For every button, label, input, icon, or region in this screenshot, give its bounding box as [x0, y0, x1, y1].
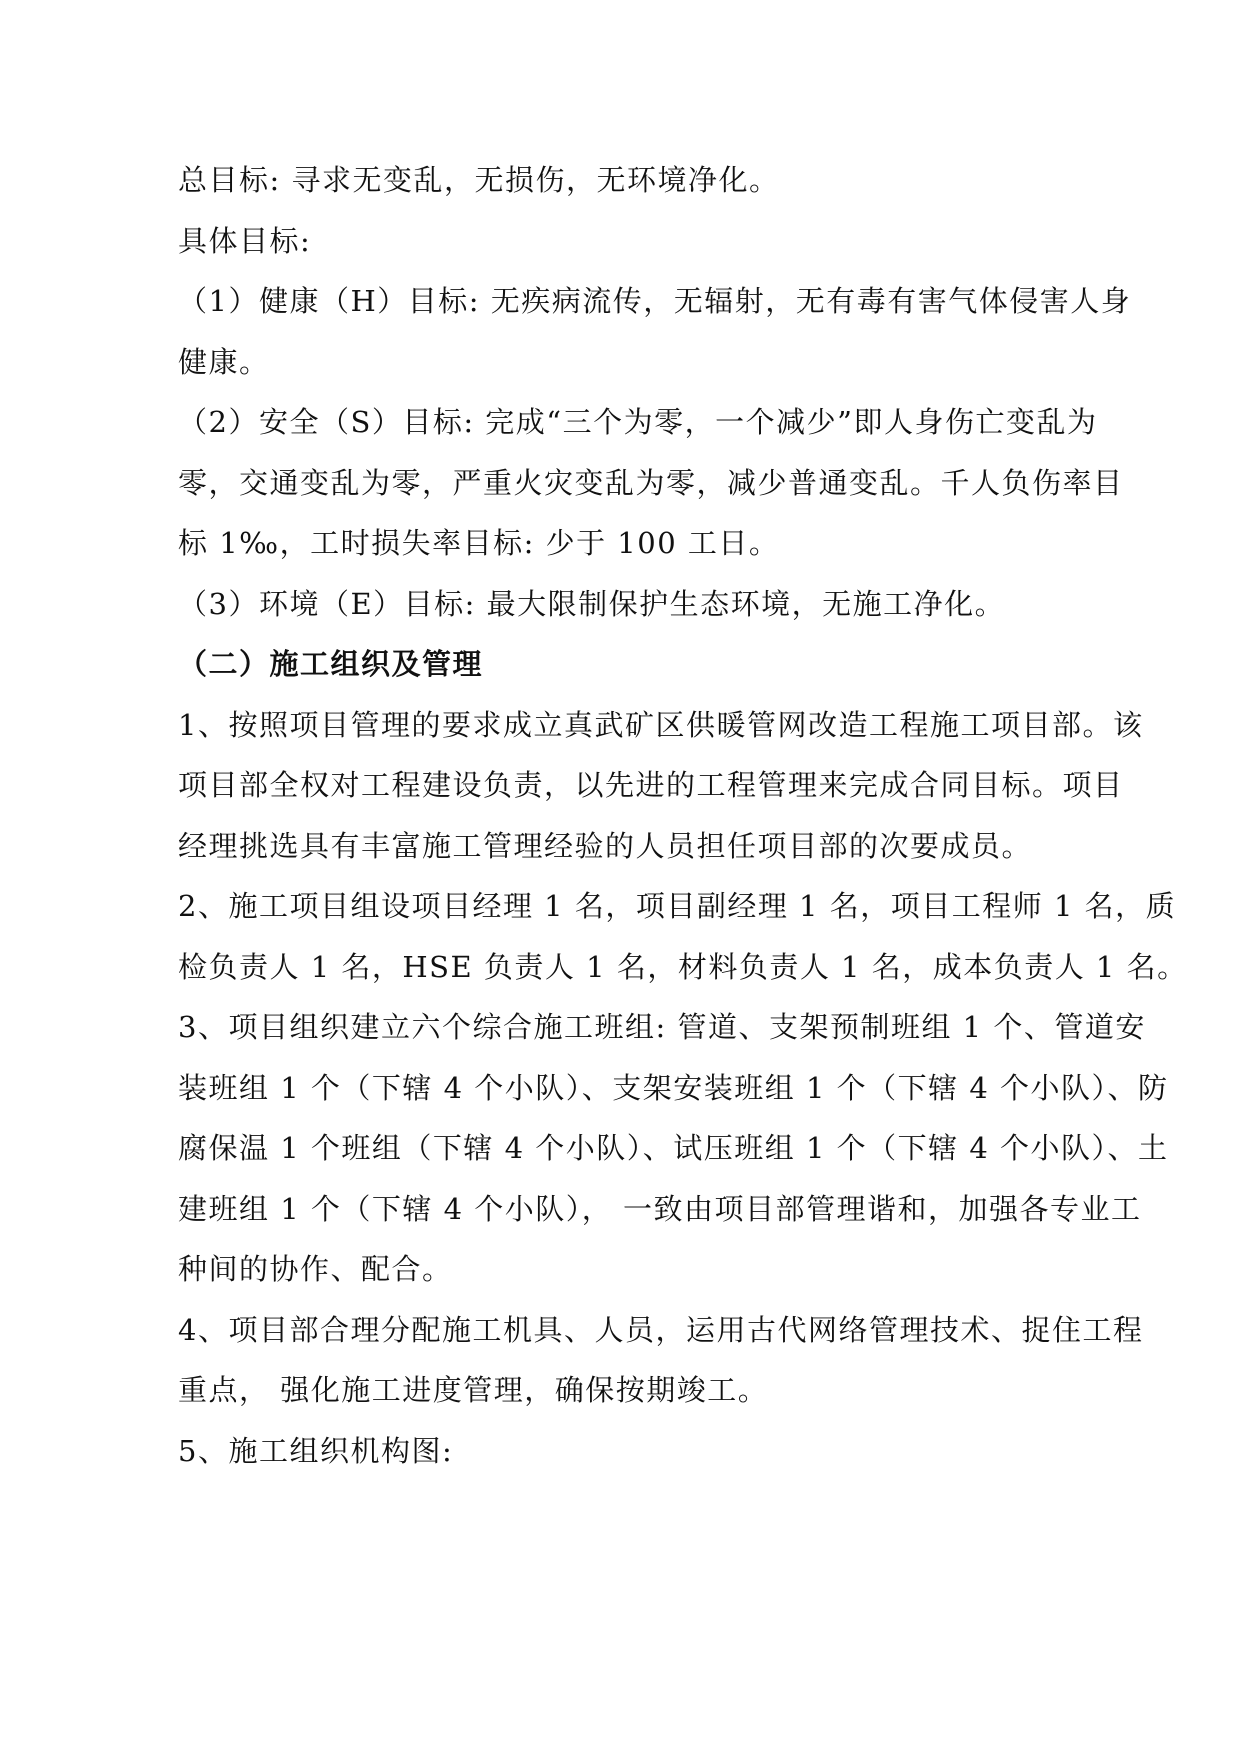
safety-goal — [178, 392, 1148, 574]
text-line: 零，交通变乱为零，严重火灾变乱为零，减少普通变乱。千人负伤率目 — [178, 465, 1124, 500]
list-item-5 — [178, 1421, 1148, 1482]
section-heading: （二）施工组织及管理 — [178, 647, 484, 681]
text-line: （2）安全（S）目标: 完成“三个为零，一个减少”即人身伤亡变乱为 — [178, 405, 1098, 439]
text-line: 总目标: 寻求无变乱，无损伤，无环境净化。 — [178, 163, 780, 197]
text-line: 检负责人 1 名，HSE 负责人 1 名，材料负责人 1 名，成本负责人 1 名。 — [178, 949, 1188, 984]
list-item-1 — [178, 695, 1148, 877]
text-line: 1、按照项目管理的要求成立真武矿区供暖管网改造工程施工项目部。该 — [178, 707, 1144, 742]
text-line: 建班组 1 个（下辖 4 个小队）， 一致由项目部管理谐和，加强各专业工 — [178, 1191, 1142, 1226]
list-item-3 — [178, 997, 1169, 1300]
list-item-2 — [178, 876, 1188, 997]
text-line: 种间的协作、配合。 — [178, 1252, 453, 1286]
text-line: 5、施工组织机构图: — [178, 1433, 454, 1468]
text-line: 4、项目部合理分配施工机具、人员，运用古代网络管理技术、捉住工程 — [178, 1312, 1144, 1347]
text-line: 2、施工项目组设项目经理 1 名，项目副经理 1 名，项目工程师 1 名，质 — [178, 889, 1177, 923]
specific-goals-label — [178, 211, 1148, 272]
text-line: 腐保温 1 个班组（下辖 4 个小队）、试压班组 1 个（下辖 4 个小队）、土 — [178, 1131, 1169, 1165]
text-line: 健康。 — [178, 344, 270, 379]
health-goal — [178, 271, 1148, 392]
text-line: 装班组 1 个（下辖 4 个小队）、支架安装班组 1 个（下辖 4 个小队）、防 — [178, 1070, 1169, 1105]
text-line: （3）环境（E）目标: 最大限制保护生态环境，无施工净化。 — [178, 586, 1006, 621]
text-line: 3、项目组织建立六个综合施工班组: 管道、支架预制班组 1 个、管道安 — [178, 1010, 1146, 1044]
text-line: 具体目标: — [178, 223, 312, 258]
environment-goal — [178, 574, 1148, 635]
text-line: （1）健康（H）目标: 无疾病流传，无辐射，无有毒有害气体侵害人身 — [178, 284, 1132, 318]
text-line: 经理挑选具有丰富施工管理经验的人员担任项目部的次要成员。 — [178, 828, 1033, 863]
document-body — [178, 150, 1188, 1481]
text-line: 项目部全权对工程建设负责，以先进的工程管理来完成合同目标。项目 — [178, 768, 1124, 802]
text-line: 标 1‰，工时损失率目标: 少于 100 工日。 — [178, 526, 780, 560]
list-item-4 — [178, 1300, 1148, 1421]
text-line: 重点， 强化施工进度管理，确保按期竣工。 — [178, 1373, 769, 1407]
overall-goal — [178, 150, 1148, 211]
